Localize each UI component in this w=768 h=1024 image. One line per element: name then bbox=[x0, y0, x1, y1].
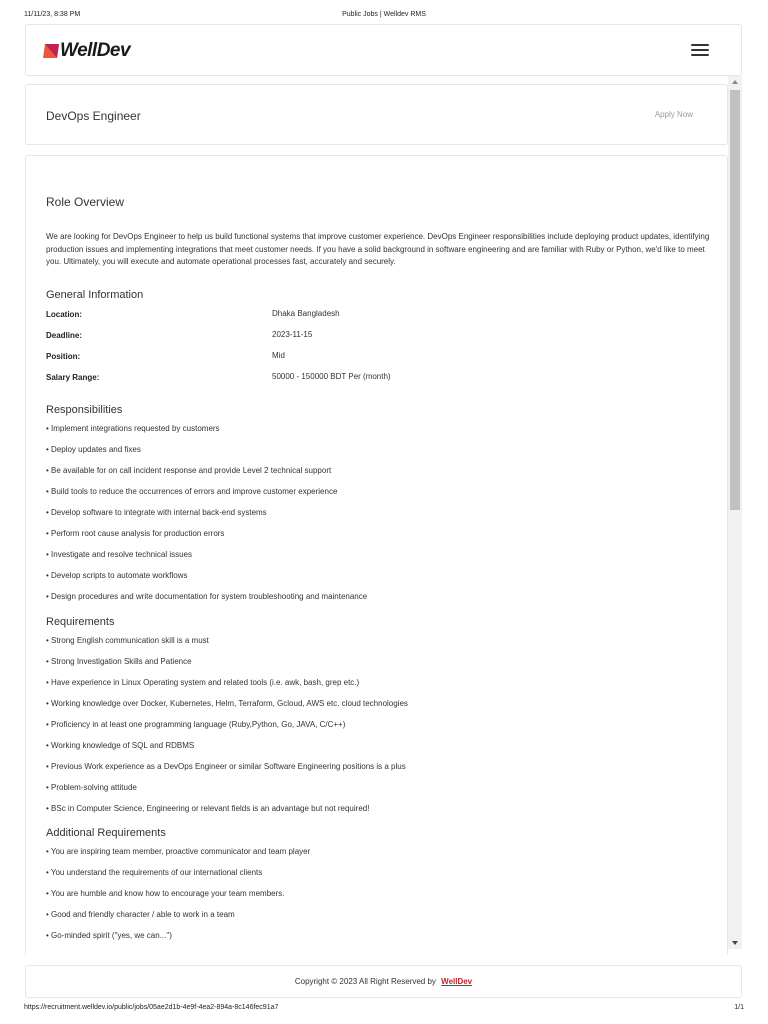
list-item: • Strong English communication skill is a must bbox=[46, 636, 209, 645]
welldev-logo-icon bbox=[44, 44, 58, 58]
list-item: • BSc in Computer Science, Engineering or relevant fields is an advantage but not required! bbox=[46, 804, 370, 813]
navbar bbox=[25, 24, 742, 76]
list-item: • Good and friendly character / able to work in a team bbox=[46, 910, 235, 919]
list-item: • Design procedures and write documentation for system troubleshooting and maintenance bbox=[46, 592, 368, 601]
list-item: • Problem-solving attitude bbox=[46, 783, 137, 792]
position-label: Position: bbox=[46, 352, 81, 361]
hamburger-menu-icon[interactable] bbox=[691, 44, 709, 56]
list-item: • Previous Work experience as a DevOps Engineer or similar Software Engineering positions is a plus bbox=[46, 762, 406, 771]
requirements-heading: Requirements bbox=[46, 616, 115, 628]
role-overview-heading: Role Overview bbox=[46, 195, 125, 209]
list-item: • You are inspiring team member, proactive communicator and team player bbox=[46, 847, 311, 856]
salary-range-value: 50000 - 150000 BDT Per (month) bbox=[272, 372, 391, 381]
print-page-number: 1/1 bbox=[734, 1004, 744, 1011]
list-item: • Develop scripts to automate workflows bbox=[46, 571, 188, 580]
scrollbar[interactable] bbox=[728, 76, 742, 949]
responsibilities-heading: Responsibilities bbox=[46, 404, 123, 416]
list-item: • Working knowledge over Docker, Kubernetes, Helm, Terraform, Gcloud, AWS etc. cloud technologies bbox=[46, 699, 408, 708]
apply-now-button[interactable]: Apply Now bbox=[654, 110, 693, 119]
list-item: • Be available for on call incident response and provide Level 2 technical support bbox=[46, 466, 332, 475]
print-url: https://recruitment.welldev.io/public/jobs/05ae2d1b-4e9f-4ea2-894a-8c146fec91a7 bbox=[24, 1004, 279, 1011]
copyright-text: Copyright © 2023 All Right Reserved by bbox=[294, 977, 436, 986]
additional-requirements-heading: Additional Requirements bbox=[46, 827, 166, 839]
list-item: • Proficiency in at least one programming language (Ruby,Python, Go, JAVA, C/C++) bbox=[46, 720, 346, 729]
list-item: • Working knowledge of SQL and RDBMS bbox=[46, 741, 195, 750]
print-date: 11/11/23, 8:38 PM bbox=[24, 11, 81, 18]
salary-range-label: Salary Range: bbox=[46, 373, 100, 382]
general-info-heading: General Information bbox=[46, 289, 144, 301]
job-title-card bbox=[25, 84, 728, 145]
location-label: Location: bbox=[46, 310, 82, 319]
footer bbox=[25, 965, 742, 998]
scroll-down-arrow-icon[interactable] bbox=[732, 941, 738, 945]
position-value: Mid bbox=[272, 351, 285, 360]
print-page-title: Public Jobs | Welldev RMS bbox=[342, 11, 426, 18]
list-item: • Build tools to reduce the occurrences of errors and improve customer experience bbox=[46, 487, 338, 496]
deadline-label: Deadline: bbox=[46, 331, 83, 340]
scroll-up-arrow-icon[interactable] bbox=[732, 80, 738, 84]
list-item: • Go-minded spirit ("yes, we can...") bbox=[46, 931, 172, 940]
brand-logo[interactable] bbox=[44, 41, 130, 61]
list-item: • You understand the requirements of our international clients bbox=[46, 868, 263, 877]
list-item: • Investigate and resolve technical issues bbox=[46, 550, 192, 559]
job-title: DevOps Engineer bbox=[46, 109, 141, 123]
footer-brand-link[interactable]: WellDev bbox=[441, 977, 473, 986]
list-item: • Implement integrations requested by customers bbox=[46, 424, 220, 433]
location-value: Dhaka Bangladesh bbox=[272, 309, 340, 318]
job-details-card bbox=[25, 155, 728, 955]
list-item: • You are humble and know how to encourage your team members. bbox=[46, 889, 285, 898]
deadline-value: 2023-11-15 bbox=[272, 330, 313, 339]
scrollbar-thumb[interactable] bbox=[730, 90, 740, 510]
list-item: • Have experience in Linux Operating system and related tools (i.e. awk, bash, grep etc.) bbox=[46, 678, 360, 687]
list-item: • Deploy updates and fixes bbox=[46, 445, 141, 454]
role-overview-text: We are looking for DevOps Engineer to help us build functional systems that improve customer experience. DevOps Engineer responsibilities include deploying product updates, identifying production issues and implementing integrations that meet customer needs. If you have a solid background in software engineering and are familiar with Ruby or Python, we'd like to meet you. Ultimately, you will execute and automate operational processes fast, accurately and securely. bbox=[46, 232, 710, 266]
list-item: • Develop software to integrate with internal back-end systems bbox=[46, 508, 267, 517]
brand-name: WellDev bbox=[60, 40, 131, 61]
list-item: • Perform root cause analysis for production errors bbox=[46, 529, 225, 538]
list-item: • Strong Investigation Skills and Patience bbox=[46, 657, 192, 666]
print-header bbox=[24, 11, 744, 21]
